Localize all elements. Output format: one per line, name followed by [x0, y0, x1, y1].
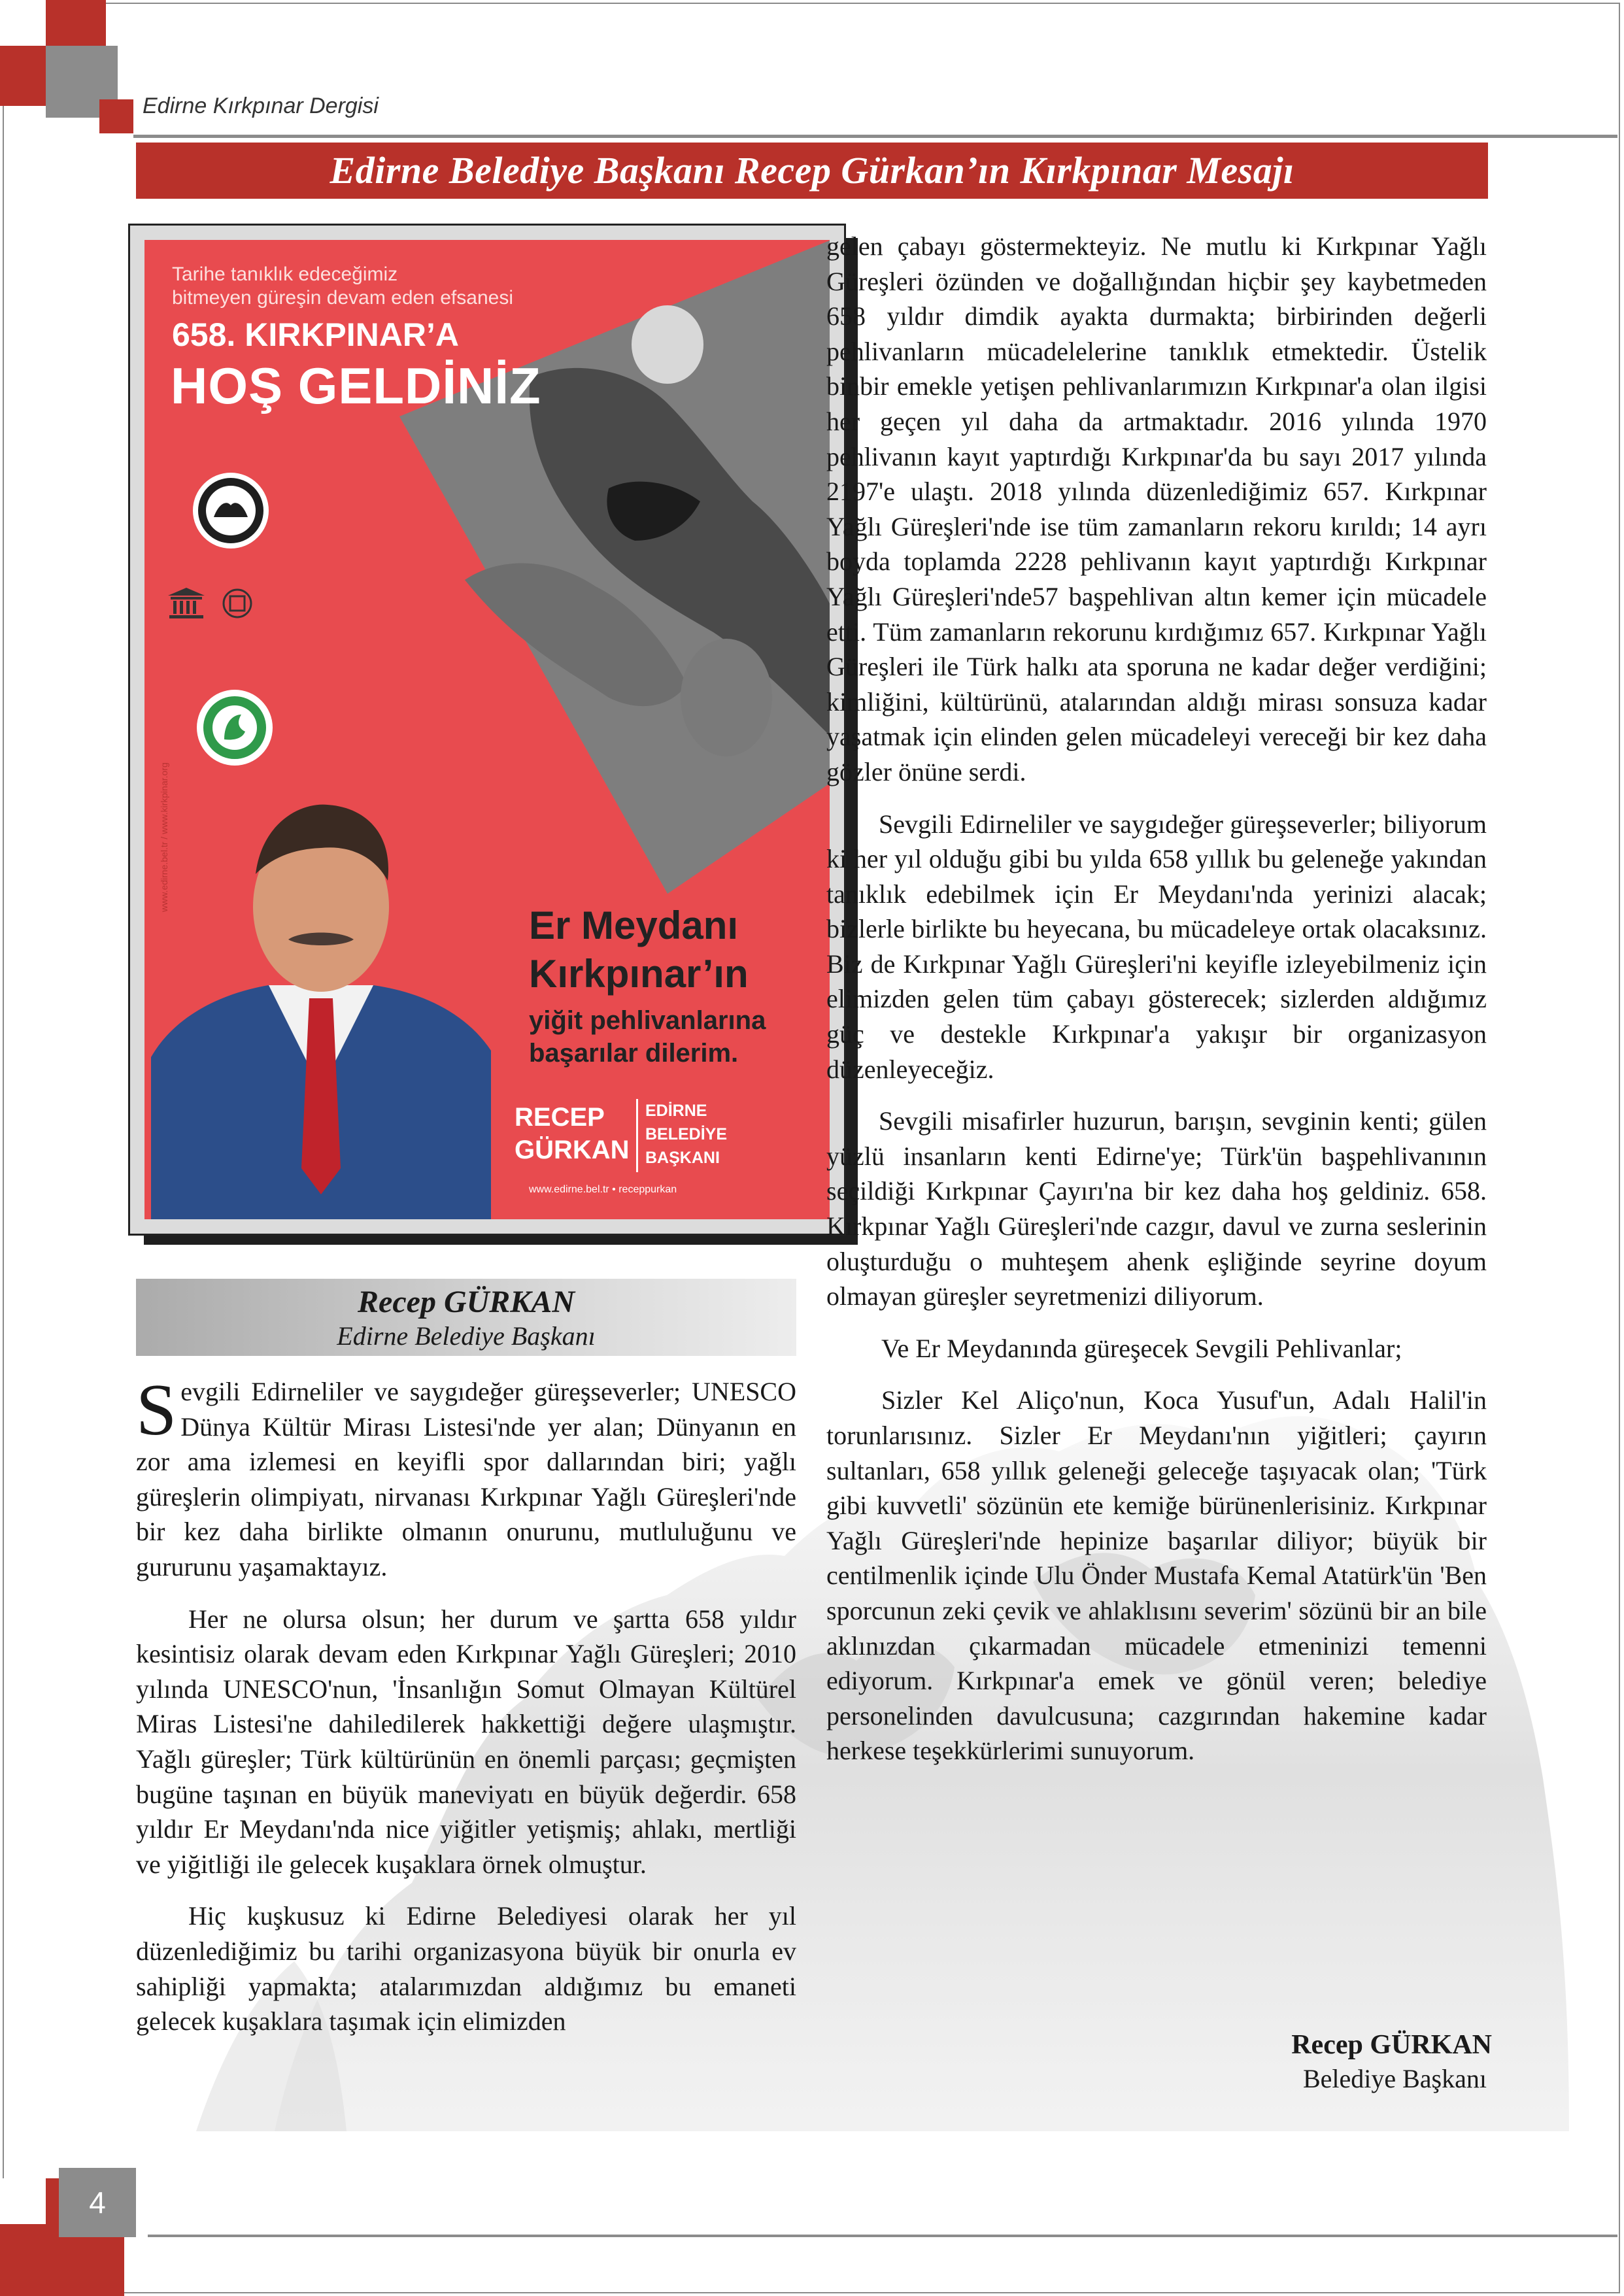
- paragraph-intro: [136, 1370, 796, 1585]
- paragraph-unesco: Her ne olursa olsun; her durum ve şartta 658 yıldır kesintisiz olarak devam eden Kırkpınar Yağlı Güreşleri; 2010 yılında UNESCO'nun, 'İnsanlığın Somut Olmayan Kültürel Miras Listesi'ne dahiledilerek hakkettiği değere ulaşmıştır. Yağlı güreşler; Türk kültürünün en önemli parçası; geçmişten bugüne taşınan en büyük maneviyatı en büyük değerdir. 658 yıldır Er Meydanı'nda nice yiğitler yetişmiş; ahlakı, mertliği ve yiğitliği ile gelecek kuşaklara örnek olmuştur.: [136, 1604, 796, 1879]
- corner-decoration-small-red: [99, 99, 133, 133]
- paragraph-wrestlers: Sizler Kel Aliço'nun, Koca Yusuf'un, Adalı Halil'in torunlarısınız. Sizler Er Meydanı'nın yiğitleri; çayırın sultanları, 658 yıllık geleneği geleceğe taşıyacak olan; 'Türk gibi kuvvetli' sözünün ete kemiğe bürünenlerisiniz. Kırkpınar Yağlı Güreşleri'nde hepinize başarılar diliyor; büyük bir centilmenlik içinde Ulu Önder Mustafa Kemal Atatürk'ün 'Ben sporcunun zeki çevik ve ahlaklısını severim' sözünü bir an bile aklınızdan çıkarmadan mücadele etmeninizi temenni ediyorum. Kırkpınar'a emek ve gönül veren; belediye personelinden davulcusuna; cazgırından hakemine kadar herkese teşekkürlerimi sunuyorum.: [826, 1385, 1487, 1766]
- article-title: Edirne Belediye Başkanı Recep Gürkan’ın Kırkpınar Mesajı: [136, 143, 1488, 199]
- poster-divider: [636, 1099, 638, 1172]
- mayor-portrait: [151, 776, 491, 1219]
- poster-name-last: GÜRKAN: [515, 1136, 630, 1164]
- signature-role: Belediye Başkanı: [1302, 2064, 1487, 2093]
- campaign-poster: [128, 224, 846, 1236]
- poster-slogan-line-1: Er Meydanı: [529, 903, 739, 947]
- footer-rule: [148, 2235, 1617, 2237]
- running-title: Edirne Kırkpınar Dergisi: [143, 93, 379, 118]
- poster-welcome: HOŞ GELDİNİZ: [171, 357, 541, 414]
- dropcap-letter: S: [136, 1370, 177, 1451]
- poster-name-first: RECEP: [515, 1103, 605, 1132]
- poster-tagline-line-2: bitmeyen güreşin devam eden efsanesi: [172, 287, 513, 309]
- edirne-municipality-logo-icon: [195, 688, 274, 767]
- poster-slogan-line-4: başarılar dilerim.: [529, 1039, 739, 1068]
- header-rule: [133, 135, 1617, 138]
- article-column-left: [136, 1370, 796, 2039]
- footer-corner-white: [0, 2178, 46, 2224]
- poster-edition: 658. KIRKPINAR’A: [172, 316, 459, 353]
- signature-name: Recep GÜRKAN: [1291, 2030, 1492, 2060]
- article-column-right: [826, 229, 1487, 1768]
- poster-tagline-line-1: Tarihe tanıklık edeceğimiz: [172, 263, 398, 285]
- paragraph-guests: Sevgili misafirler huzurun, barışın, sevginin kenti; gülen yüzlü insanların kenti Edirne'ye; Türk'ün başpehlivanının seçildiği Kırkpınar Çayırı'na bir kez daha hoş geldiniz. 658. Kırkpınar Yağlı Güreşleri'nde cazgır, davul ve zurna seslerinin oluşturduğu o muhteşem ahenk eşliğinde seyrine doyum olmayan güreşler seyretmenizi diliyorum.: [826, 1106, 1487, 1311]
- photo-caption: [136, 1279, 796, 1356]
- poster-slogan-line-2: Kırkpınar’ın: [529, 952, 749, 996]
- caption-role: Edirne Belediye Başkanı: [337, 1321, 596, 1351]
- corner-decoration-white: [0, 0, 46, 46]
- poster-role-line-2: BELEDİYE: [645, 1125, 728, 1143]
- caption-name: Recep GÜRKAN: [358, 1285, 575, 1319]
- paragraph-intro-text: evgili Edirneliler ve saygıdeğer güreşseverler; UNESCO Dünya Kültür Mirası Listesi'nde yer alan; Dünyanın en zor ama izlemesi en keyifli spor dallarından biri; yağlı güreşlerin olimpiyatı, nirvanası Kırkpınar Yağlı Güreşleri'nde bir kez daha birlikte olmanın onurunu, mutluluğunu ve gururunu yaşamaktayız.: [136, 1377, 796, 1581]
- paragraph-records: gelen çabayı göstermekteyiz. Ne mutlu ki Kırkpınar Yağlı Güreşleri özünden ve doğallığından hiçbir şey kaybetmeden 658 yıldır dimdik ayakta durmakta; birbirinden değerli pehlivanların mücadelelerine tanıklık etmektedir. Üstelik binbir emekle yetişen pehlivanlarımızın Kırkpınar'a olan ilgisi her geçen yıl daha da artmaktadır. 2016 yılında 1970 pehlivanın kayıt yaptırdığı Kırkpınar'da bu sayı 2017 yılında 2197'e ulaştı. 2018 yılında düzenlediğimiz 657. Kırkpınar Yağlı Güreşleri'nde ise tüm zamanların rekoru kırıldı; 14 ayrı boyda toplamda 2228 pehlivanın kayıt yaptırdığı Kırkpınar Yağlı Güreşleri'nde57 başpehlivan altın kemer için mücadele etti. Tüm zamanların rekorunu kırdığımız 657. Kırkpınar Yağlı Güreşleri ile Türk halkı ata sporuna ne kadar değer verdiğini; kimliğini, kültürünü, atalarından aldığı mirası sonsuza kadar yaşatmak için elinden gelen mücadeleyi vereceği bir kez daha gözler önüne serdi.: [826, 231, 1487, 786]
- unesco-logo-icon: [167, 586, 206, 620]
- page-number: 4: [59, 2168, 136, 2237]
- poster-vertical-web: www.edirne.bel.tr / www.kirkpinar.org: [159, 762, 169, 912]
- heritage-logo-icon: [222, 588, 253, 619]
- poster-web-links: www.edirne.bel.tr • receppurkan: [529, 1184, 677, 1195]
- poster-role-line-3: BAŞKANI: [645, 1149, 720, 1167]
- paragraph-municipality: Hiç kuşkusuz ki Edirne Belediyesi olarak her yıl düzenlediğimiz bu tarihi organizasyona büyük bir onurla ev sahipliği yapmakta; atalarımızdan aldığımız bu emaneti gelecek kuşaklara taşımak için elimizden: [136, 1901, 796, 2036]
- paragraph-spectators: Sevgili Edirneliler ve saygıdeğer güreşseverler; biliyorum ki her yıl olduğu gibi bu yılda 658 yıllık bu geleneğe yakından tanıklık edebilmek için Er Meydanı'nda yerinizi alacak; bizlerle birlikte bu heyecana, bu mücadeleye ortak olacaksınız. Biz de Kırkpınar Yağlı Güreşleri'ni keyifle izleyebilmeniz için elimizden gelen tüm çabayı gösterecek; sizlerden aldığımız güç ve destekle Kırkpınar'a yakışır bir organizasyon düzenleyeceğiz.: [826, 809, 1487, 1084]
- poster-slogan-line-3: yiğit pehlivanlarına: [529, 1006, 766, 1035]
- kirkpinar-logo-icon: [192, 471, 270, 550]
- poster-artwork: [144, 240, 830, 1219]
- paragraph-wrestlers-greeting: Ve Er Meydanında güreşecek Sevgili Pehlivanlar;: [881, 1333, 1402, 1363]
- poster-role-line-1: EDİRNE: [645, 1102, 707, 1120]
